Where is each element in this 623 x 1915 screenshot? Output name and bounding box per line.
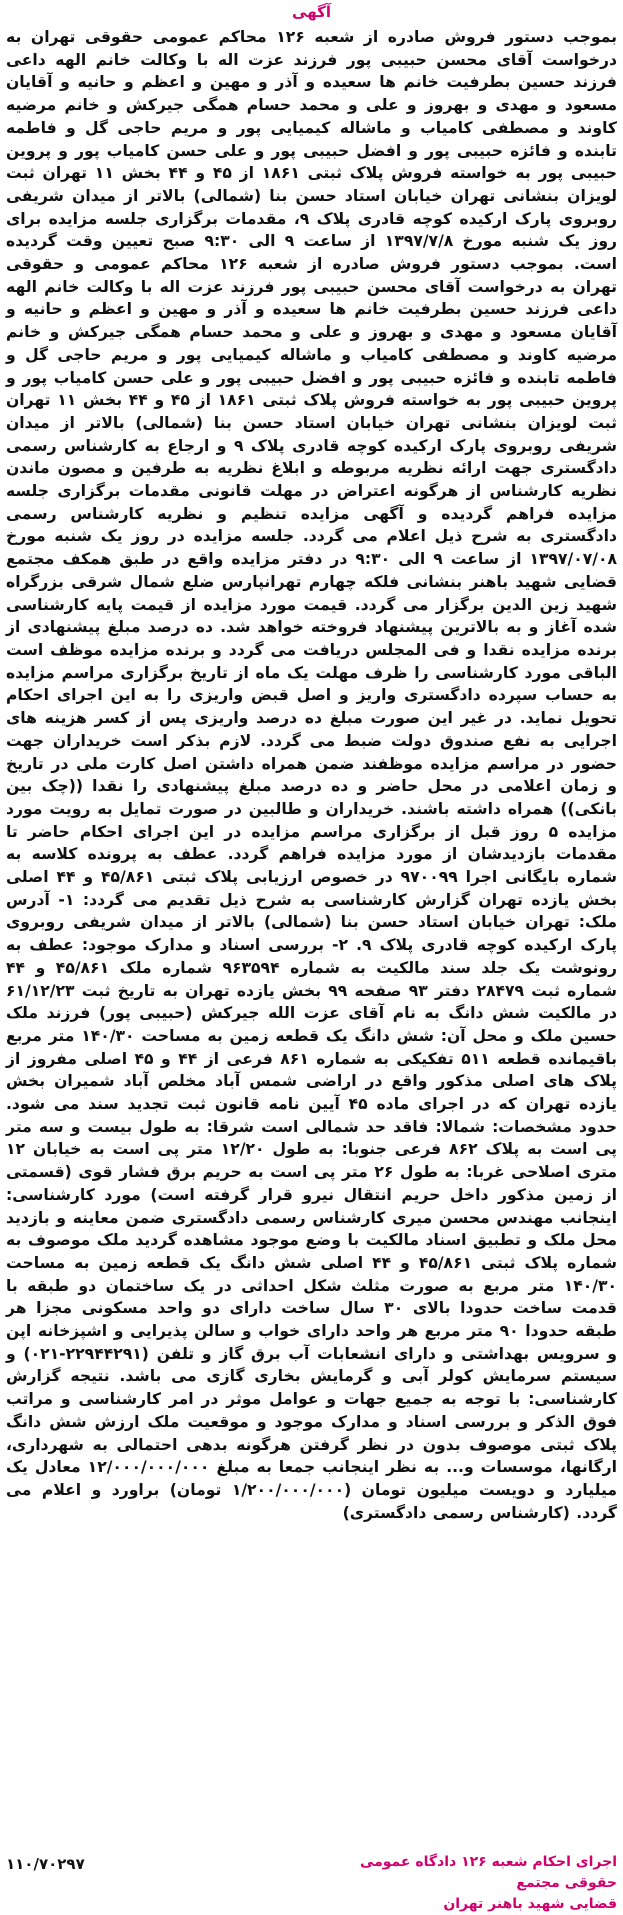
notice-footer [6, 1852, 617, 1912]
notice-body: بموجب دستور فروش صادره از شعبه ۱۲۶ محاکم عمومی حقوقی تهران به درخواست آقای محسن حبیبی پور فرزند عزت اله با وکالت خانم الهه داعی فرزند حسین بطرفیت خانم ها سعیده و آذر و مهین و اعظم و حانیه و آقایان مسعود و مهدی و بهروز و علی و محمد حسام همگی جیرکش و خانم مرضیه کاوند و مصطفی کامیاب و ماشاله کیمیایی پور و مریم حاجی گل و فاطمه تابنده و فائزه حبیبی پور و افضل حبیبی پور و علی حسن کامیاب پور و پروین حبیبی پور به خواسته فروش پلاک ثبتی ۱۸۶۱ از ۴۵ و ۴۴ بخش ۱۱ تهران ثبت لویزان بنشانی تهران خیابان استاد حسن بنا (شمالی) بالاتر از میدان شریفی روبروی پارک ارکیده کوچه قادری پلاک ۹، مقدمات برگزاری جلسه مزایده برای روز یک شنبه مورخ ۱۳۹۷/۷/۸ از ساعت ۹ الی ۹:۳۰ صبح تعیین وقت گردیده است. بموجب دستور فروش صادره از شعبه ۱۲۶ محاکم عمومی و حقوقی تهران به درخواست آقای محسن حبیبی پور فرزند عزت اله با وکالت خانم الهه داعی فرزند حسین بطرفیت خانم ها سعیده و آذر و مهین و اعظم و حانیه و آقایان مسعود و مهدی و بهروز و علی و محمد حسام همگی جیرکش و خانم مرضیه کاوند و مصطفی کامیاب و ماشاله کیمیایی پور و مریم حاجی گل و فاطمه تابنده و فائزه حبیبی پور و افضل حبیبی پور و علی حسن کامیاب پور و پروین حبیبی پور به خواسته فروش پلاک ثبتی ۱۸۶۱ از ۴۵ و ۴۴ بخش ۱۱ تهران ثبت لویزان بنشانی تهران خیابان استاد حسن بنا (شمالی) بالاتر از میدان شریفی روبروی پارک ارکیده کوچه قادری پلاک ۹ و ارجاع به کارشناس رسمی دادگستری جهت ارائه نظریه مربوطه و ابلاغ نظریه به طرفین و مصون ماندن نظریه کارشناس از هرگونه اعتراض در مهلت قانونی مقدمات برگزاری جلسه مزایده فراهم گردیده و آگهی مزایده تنظیم و نظریه کارشناس رسمی دادگستری به شرح ذیل اعلام می گردد. جلسه مزایده در روز یک شنبه مورخ ۱۳۹۷/۰۷/۰۸ از ساعت ۹ الی ۹:۳۰ در دفتر مزایده واقع در طبق همکف مجتمع قضایی شهید باهنر بنشانی فلکه چهارم تهرانپارس ضلع شمال شرقی بزرگراه شهید زین الدین برگزار می گردد. قیمت مورد مزایده از قیمت پایه کارشناسی شده آغاز و به بالاترین پیشنهاد فروخته خواهد شد. ده درصد مبلغ پیشنهادی از برنده مزایده نقدا و فی المجلس دریافت می گردد و برنده مزایده موظف است الباقی مورد کارشناسی را ظرف مهلت یک ماه از تاریخ برگزاری مراسم مزایده به حساب سپرده دادگستری واریز و اصل قبض واریزی را به این اجرای احکام تحویل نماید. در غیر این صورت مبلغ ده درصد واریزی پس از کسر هزینه های اجرایی به نفع صندوق دولت ضبط می گردد. لازم بذکر است خریداران جهت حضور در مراسم مزایده موظفند ضمن همراه داشتن اصل کارت ملی در تاریخ و زمان اعلامی در محل حاضر و ده درصد مبلغ پیشنهادی را نقدا ((چک بین بانکی)) همراه داشته باشند. خریداران و طالبین در صورت تمایل به رویت مورد مزایده ۵ روز قبل از برگزاری مراسم مزایده در این اجرای احکام حاضر تا مقدمات بازدیدشان از مورد مزایده فراهم گردد. عطف به پرونده کلاسه به شماره بایگانی اجرا ۹۷۰۰۹۹ در خصوص ارزیابی پلاک ثبتی ۴۵/۸۶۱ و ۴۴ اصلی بخش یازده تهران گزارش کارشناسی به شرح ذیل تقدیم می گردد: ۱- آدرس ملک: تهران خیابان استاد حسن بنا (شمالی) بالاتر از میدان شریفی روبروی پارک ارکیده کوچه قادری پلاک ۹. ۲- بررسی اسناد و مدارک موجود: عطف به رونوشت یک جلد سند مالکیت به شماره ۹۶۳۵۹۴ شماره ملک ۴۵/۸۶۱ و ۴۴ شماره ثبت ۲۸۴۷۹ دفتر ۹۳ صفحه ۹۹ بخش یازده تهران به تاریخ ثبت ۶۱/۱۲/۲۳ در مالکیت شش دانگ به نام آقای عزت الله جیرکش (حبیبی پور) فرزند ملک حسین ملک و محل آن: شش دانگ یک قطعه زمین به مساحت ۱۴۰/۳۰ متر مربع باقیمانده قطعه ۵۱۱ تفکیکی به شماره ۸۶۱ فرعی از ۴۴ و ۴۵ اصلی مفروز از پلاک های اصلی مذکور واقع در اراضی شمس آباد مخلص آباد شمیران بخش یازده تهران که در اجرای ماده ۴۵ آیین نامه قانون ثبت تجدید سند می شود. حدود مشخصات: شمالا: فاقد حد شمالی است شرقا: به طول بیست و سه متر پی است به پلاک ۸۶۲ فرعی جنوبا: به طول ۱۲/۲۰ متر پی است به خیابان ۱۲ متری اصلاحی غربا: به طول ۲۶ متر پی است به حریم برق فشار قوی (قسمتی از زمین مذکور داخل حریم انتقال نیرو قرار گرفته است) مورد کارشناسی: اینجانب مهندس محسن میری کارشناس رسمی دادگستری ضمن معاینه و بازدید محل ملک و تطبیق اسناد مالکیت با وضع موجود مشاهده گردید ملک موصوف به شماره پلاک ثبتی ۴۵/۸۶۱ و ۴۴ اصلی شش دانگ یک قطعه زمین به مساحت ۱۴۰/۳۰ متر مربع به صورت مثلث شکل احداثی در یک ساختمان دو طبقه با قدمت ساخت حدودا بالای ۳۰ سال ساخت دارای دو واحد مسکونی مجزا هر طبقه حدودا ۹۰ متر مربع هر واحد دارای خواب و سالن پذیرایی و اشپزخانه اپن و سرویس بهداشتی و دارای انشعابات آب برق گاز و تلفن (۲۲۹۴۴۲۹۱-۰۲۱) و سیستم سرمایش کولر آبی و گرمایش بخاری گازی می باشد. نتیجه گزارش کارشناسی: با توجه به جمیع جهات و عوامل موثر در امر کارشناسی و مراتب فوق الذکر و بررسی اسناد و مدارک موجود و موقعیت ملک ارزش شش دانگ پلاک ثبتی موصوف بدون در نظر گرفتن هرگونه بدهی احتمالی به شهرداری، ارگانها، موسسات و... به نظر اینجانب جمعا به مبلغ ۱۲/۰۰۰/۰۰۰/۰۰۰ معادل یک میلیارد و دویست میلیون تومان (۱/۲۰۰/۰۰۰/۰۰۰ تومان) براورد و اعلام می گردد. (کارشناس رسمی دادگستری) [6, 28, 618, 1522]
issuer-line-1: اجرای احکام شعبه ۱۲۶ دادگاه عمومی حقوقی مجتمع [359, 1854, 617, 1891]
notice-code: ۱۱۰/۷۰۲۹۷ [6, 1855, 85, 1873]
issuer-line-2: قضایی شهید باهنر تهران [443, 1896, 617, 1912]
notice-title: آگهی [292, 3, 331, 21]
issuer-block [317, 1852, 617, 1915]
